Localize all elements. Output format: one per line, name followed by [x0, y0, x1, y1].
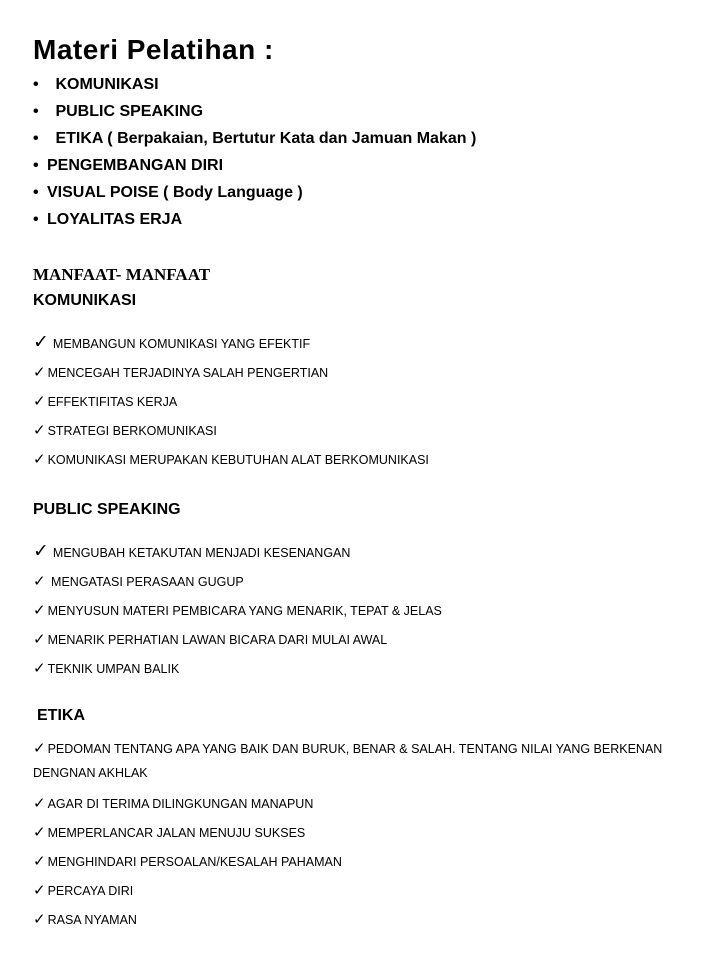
list-item: ✓ MENARIK PERHATIAN LAWAN BICARA DARI MULAI AWAL: [33, 631, 388, 648]
checkmark-icon: ✓: [33, 422, 46, 439]
list-item: ✓ MENGHINDARI PERSOALAN/KESALAH PAHAMAN: [33, 853, 342, 870]
checkmark-icon: ✓: [33, 853, 46, 870]
checkmark-icon: ✓: [33, 660, 46, 677]
etika-heading: ETIKA: [37, 707, 85, 724]
page-title: Materi Pelatihan :: [33, 34, 274, 65]
list-item: ✓ MENGATASI PERASAAN GUGUP: [33, 573, 244, 590]
materi-item: • KOMUNIKASI: [33, 76, 159, 93]
list-item: ✓ STRATEGI BERKOMUNIKASI: [33, 422, 217, 439]
public-speaking-heading: PUBLIC SPEAKING: [33, 501, 181, 518]
list-item: ✓ EFFEKTIFITAS KERJA: [33, 393, 178, 410]
materi-item: • ETIKA ( Berpakaian, Bertutur Kata dan Jamuan Makan ): [33, 130, 477, 147]
list-item: ✓ MENGUBAH KETAKUTAN MENJADI KESENANGAN: [33, 541, 351, 562]
checkmark-icon: ✓: [33, 393, 46, 410]
bullet-icon: •: [33, 211, 39, 228]
checkmark-icon: ✓: [33, 602, 46, 619]
checkmark-icon: ✓: [33, 824, 46, 841]
bullet-icon: •: [33, 130, 39, 147]
list-item: ✓ PERCAYA DIRI: [33, 882, 134, 899]
komunikasi-heading: KOMUNIKASI: [33, 292, 137, 309]
bullet-icon: •: [33, 103, 39, 120]
list-item: ✓ RASA NYAMAN: [33, 911, 137, 928]
checkmark-icon: ✓: [33, 882, 46, 899]
checkmark-icon: ✓: [33, 795, 46, 812]
materi-item: • PENGEMBANGAN DIRI: [33, 157, 224, 174]
bullet-icon: •: [33, 184, 39, 201]
checkmark-icon: ✓: [33, 740, 46, 757]
materi-item: • PUBLIC SPEAKING: [33, 103, 204, 120]
materi-item: • LOYALITAS ERJA: [33, 211, 183, 228]
manfaat-heading: MANFAAT- MANFAAT: [33, 265, 211, 284]
list-item: ✓ MEMBANGUN KOMUNIKASI YANG EFEKTIF: [33, 332, 311, 353]
list-item-continuation: DENGNAN AKHLAK: [33, 766, 148, 780]
list-item: ✓ TEKNIK UMPAN BALIK: [33, 660, 180, 677]
checkmark-icon: ✓: [33, 541, 49, 562]
list-item: ✓ MENCEGAH TERJADINYA SALAH PENGERTIAN: [33, 364, 329, 381]
checkmark-icon: ✓: [33, 911, 46, 928]
list-item: ✓ KOMUNIKASI MERUPAKAN KEBUTUHAN ALAT BERKOMUNIKASI: [33, 451, 429, 468]
checkmark-icon: ✓: [33, 573, 46, 590]
materi-item: • VISUAL POISE ( Body Language ): [33, 184, 303, 201]
list-item: ✓ MENYUSUN MATERI PEMBICARA YANG MENARIK, TEPAT & JELAS: [33, 602, 442, 619]
checkmark-icon: ✓: [33, 451, 46, 468]
list-item: ✓ MEMPERLANCAR JALAN MENUJU SUKSES: [33, 824, 306, 841]
checkmark-icon: ✓: [33, 364, 46, 381]
checkmark-icon: ✓: [33, 332, 49, 353]
bullet-icon: •: [33, 157, 39, 174]
checkmark-icon: ✓: [33, 631, 46, 648]
list-item: ✓ PEDOMAN TENTANG APA YANG BAIK DAN BURUK, BENAR & SALAH. TENTANG NILAI YANG BERKENAN: [33, 740, 663, 757]
list-item: ✓ AGAR DI TERIMA DILINGKUNGAN MANAPUN: [33, 795, 314, 812]
bullet-icon: •: [33, 76, 39, 93]
